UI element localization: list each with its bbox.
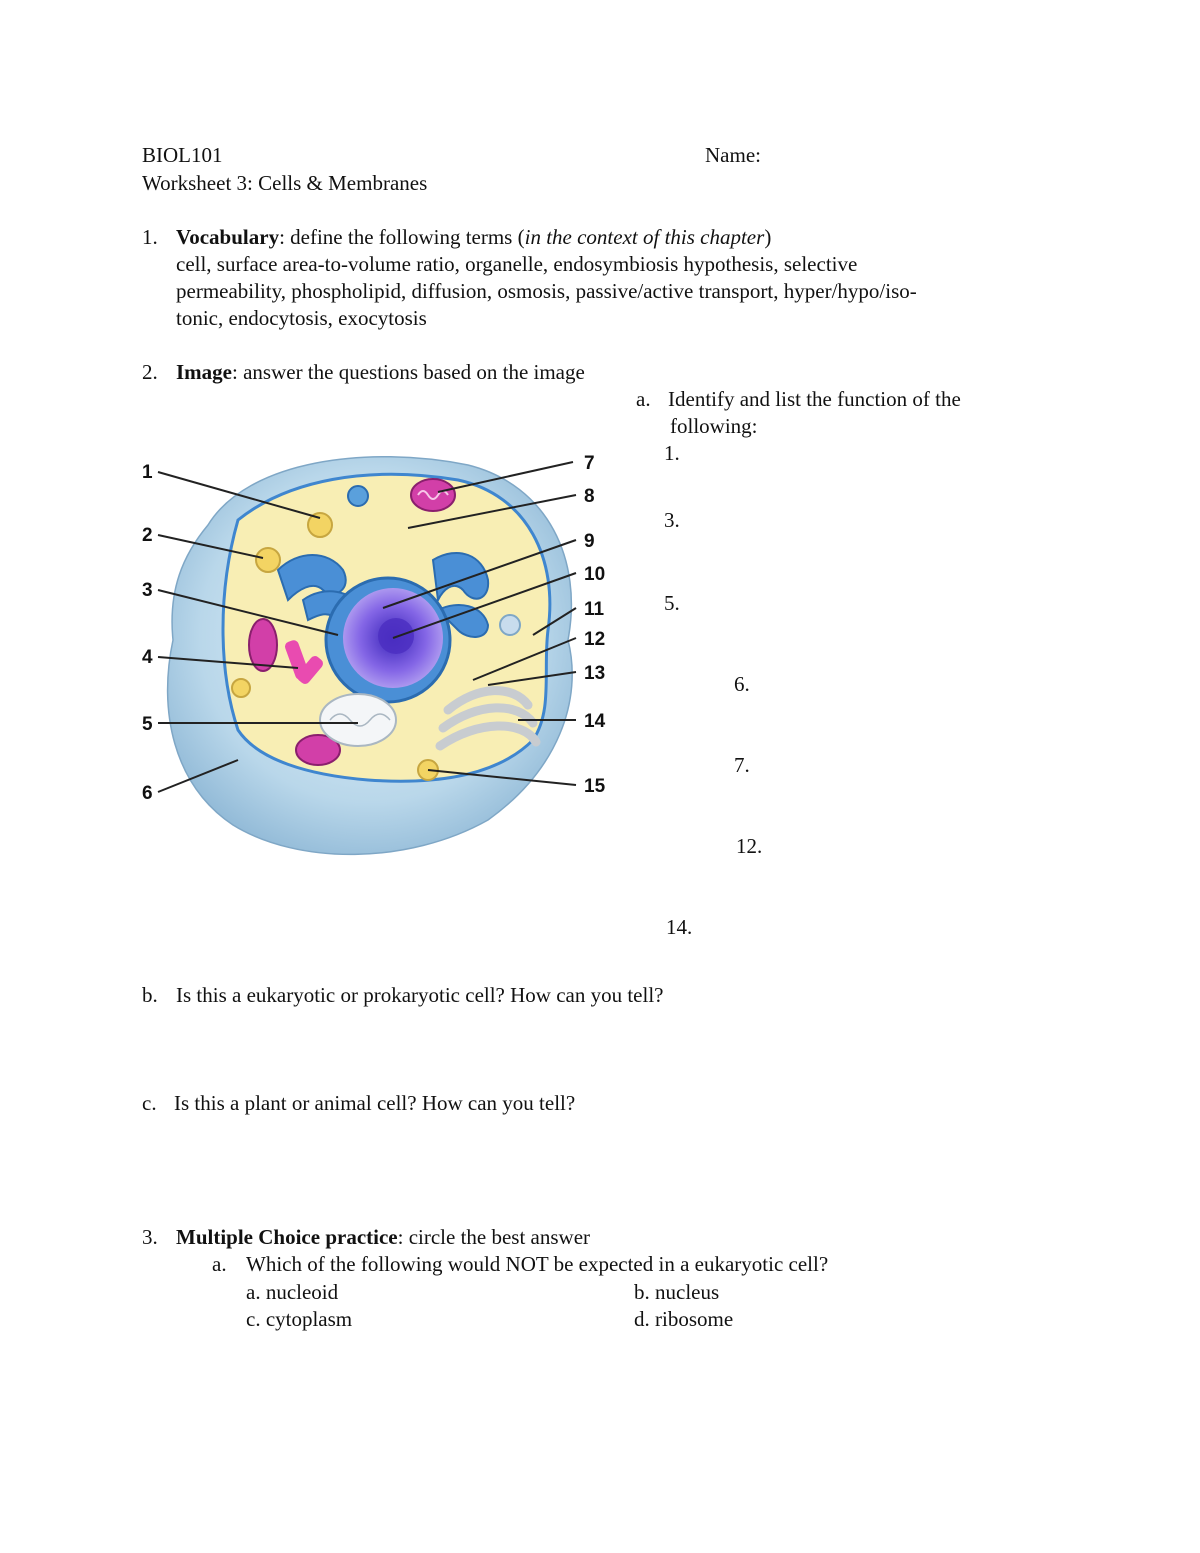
- q2a-item-1: 1.: [664, 441, 680, 465]
- q1-terms-line-3: tonic, endocytosis, exocytosis: [176, 306, 427, 330]
- figure-label-6: 6: [142, 783, 153, 804]
- q3a-option-c[interactable]: c. cytoplasm: [246, 1307, 353, 1331]
- q3a-letter: a.: [212, 1252, 227, 1276]
- figure-label-15: 15: [584, 776, 606, 797]
- figure-label-9: 9: [584, 531, 595, 552]
- q2-prompt: [176, 359, 585, 386]
- q1-prompt-pre: : define the following terms (: [279, 225, 525, 249]
- q2c-letter: c.: [142, 1091, 157, 1115]
- q3-prompt: [176, 1224, 590, 1251]
- q1-heading: Vocabulary: [176, 225, 280, 249]
- q2a-item-7: 7.: [734, 753, 750, 777]
- q2a-line-2: following:: [670, 414, 758, 438]
- q2a-line-1: Identify and list the function of the: [668, 387, 961, 411]
- q2a-item-14: 14.: [666, 915, 693, 939]
- figure-label-1: 1: [142, 462, 153, 483]
- q1-prompt-italic: in the context of this chapter: [524, 225, 765, 249]
- q3-prompt-text: : circle the best answer: [397, 1225, 591, 1249]
- figure-label-5: 5: [142, 714, 153, 735]
- figure-label-7: 7: [584, 453, 595, 474]
- q3a-option-d[interactable]: d. ribosome: [634, 1307, 734, 1331]
- q1-number: 1.: [142, 225, 158, 249]
- figure-label-14: 14: [584, 711, 606, 732]
- q3a-text: Which of the following would NOT be expected in a eukaryotic cell?: [246, 1252, 829, 1276]
- name-label: Name:: [705, 143, 761, 167]
- figure-label-11: 11: [584, 599, 605, 620]
- lysosome-left-shape: [256, 548, 280, 572]
- q2b-letter: b.: [142, 983, 158, 1007]
- q2a-item-6: 6.: [734, 672, 750, 696]
- q2a-item-5: 5.: [664, 591, 680, 615]
- vesicle-shape: [348, 486, 368, 506]
- q3-heading: Multiple Choice practice: [176, 1225, 398, 1249]
- q2c-text: Is this a plant or animal cell? How can you tell?: [174, 1091, 576, 1115]
- q2b-text: Is this a eukaryotic or prokaryotic cell? How can you tell?: [176, 983, 664, 1007]
- figure-label-4: 4: [142, 647, 153, 668]
- mitochondrion-left-shape: [249, 619, 277, 671]
- q1-prompt-post: ): [764, 225, 772, 249]
- figure-label-13: 13: [584, 663, 606, 684]
- figure-label-3: 3: [142, 580, 153, 601]
- figure-label-12: 12: [584, 629, 606, 650]
- figure-label-8: 8: [584, 486, 595, 507]
- q2a-letter: a.: [636, 387, 651, 411]
- q3a-option-a[interactable]: a. nucleoid: [246, 1280, 339, 1304]
- q3-number: 3.: [142, 1225, 158, 1249]
- smooth-er-shape: [320, 694, 396, 746]
- q2a-item-3: 3.: [664, 508, 680, 532]
- q2-heading: Image: [176, 360, 232, 384]
- q2-number: 2.: [142, 360, 158, 384]
- figure-label-2: 2: [142, 525, 153, 546]
- worksheet-title: Worksheet 3: Cells & Membranes: [142, 171, 428, 195]
- q1-terms-line-1: cell, surface area-to-volume ratio, organelle, endosymbiosis hypothesis, selective: [176, 252, 858, 276]
- q2-prompt-text: : answer the questions based on the image: [232, 360, 585, 384]
- q1-prompt: [176, 224, 771, 251]
- course-code: BIOL101: [142, 143, 223, 167]
- mitochondrion-top-shape: [411, 479, 455, 511]
- animal-cell-diagram: [138, 440, 618, 865]
- q2a-item-12: 12.: [736, 834, 763, 858]
- q3a-option-b[interactable]: b. nucleus: [634, 1280, 720, 1304]
- q1-terms-line-2: permeability, phospholipid, diffusion, osmosis, passive/active transport, hyper/hypo/iso-: [176, 279, 917, 303]
- figure-label-10: 10: [584, 564, 606, 585]
